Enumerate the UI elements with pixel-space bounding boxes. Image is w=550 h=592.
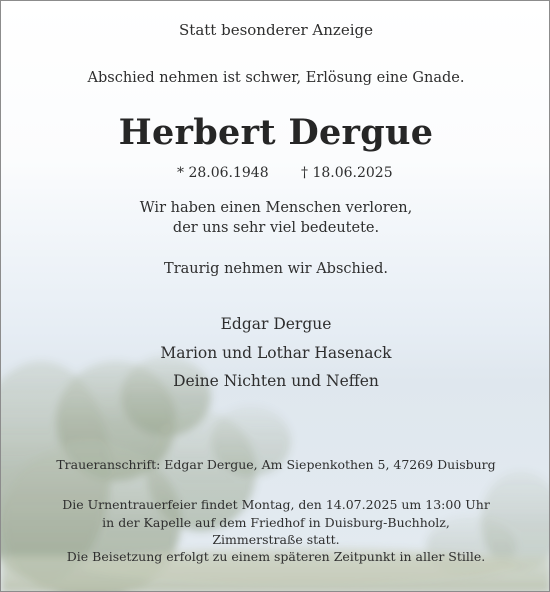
birth-date: * 28.06.1948	[177, 165, 269, 181]
mourner-name: Deine Nichten und Neffen	[173, 372, 379, 390]
ceremony-info-line: in der Kapelle auf dem Friedhof in Duisburg-Buchholz,	[102, 515, 450, 530]
notice-header: Statt besonderer Anzeige	[179, 21, 373, 39]
loss-statement-line: der uns sehr viel bedeutete.	[172, 220, 380, 236]
mourner-name: Edgar Dergue	[220, 315, 332, 333]
death-date: † 18.06.2025	[301, 165, 393, 181]
mourning-address: Traueranschrift: Edgar Dergue, Am Siepenkothen 5, 47269 Duisburg	[56, 457, 496, 472]
mourning-statement: Traurig nehmen wir Abschied.	[164, 261, 388, 277]
deceased-name: Herbert Dergue	[118, 112, 434, 153]
ceremony-info-line: Die Beisetzung erfolgt zu einem späteren Zeitpunkt in aller Stille.	[66, 549, 486, 564]
mourner-name: Marion und Lothar Hasenack	[160, 344, 392, 362]
farewell-quote: Abschied nehmen ist schwer, Erlösung eine Gnade.	[87, 70, 465, 86]
loss-statement-line: Wir haben einen Menschen verloren,	[139, 200, 413, 216]
ceremony-info-line: Zimmerstraße statt.	[212, 532, 340, 547]
ceremony-info-line: Die Urnentrauerfeier findet Montag, den 14.07.2025 um 13:00 Uhr	[62, 497, 490, 512]
